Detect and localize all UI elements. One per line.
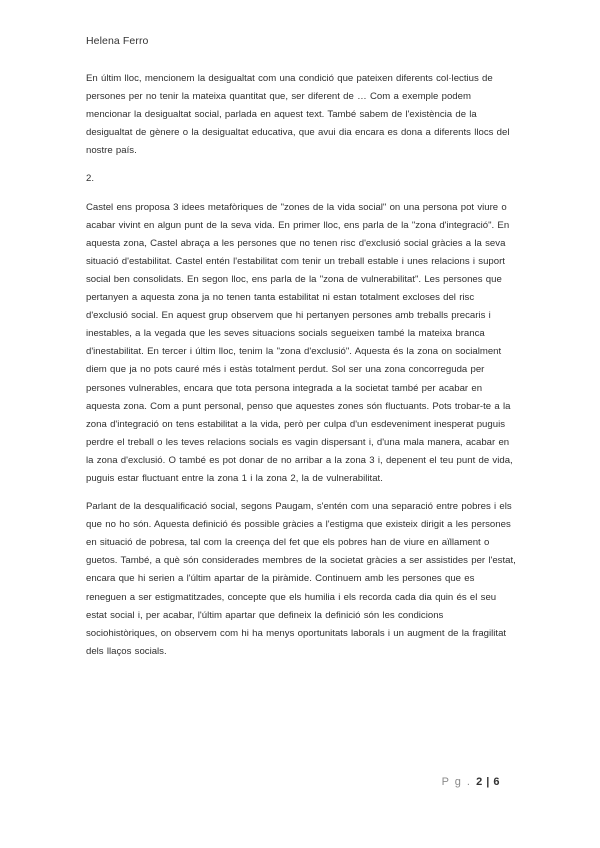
header-author: Helena Ferro xyxy=(86,35,149,47)
page-footer xyxy=(442,776,500,788)
page-label: P g . xyxy=(441,776,472,788)
paragraph-paugam: Parlant de la desqualificació social, segons Paugam, s'entén com una separació entre pobres i els que no ho són. Aquesta definició és possible gràcies a l'estigma que existeix dirigit a les persones en situació de pobresa, tal com la creença del fet que els pobres han de viure en aïllament o guetos. També, a què són considerades membres de la societat gràcies a ser assistides per l'estat, encara que hi serien a l'últim apartar de la piràmide. Continuem amb les persones que es reneguen a ser estigmatitzades, concepte que els humilia i els recorda cada dia quin és el seu estat social i, per acabar, l'últim apartar que defineix la definició són les condicions sociohistòriques, on observem com hi ha menys oportunitats laborals i un augment de la fragilitat dels llaços socials. xyxy=(86,501,516,657)
paragraph-conclusion: En últim lloc, mencionem la desigualtat com una condició que pateixen diferents col·lectius de persones per no tenir la mateixa quantitat que, ser diferent de … Com a exemple podem mencionar la desigualtat social, parlada en aquest text. També sabem de l'existència de la desigualtat de gènere o la desigualtat educativa, que avui dia encara es dona a diferents llocs del nostre país. xyxy=(86,73,510,157)
page-number: 2 | 6 xyxy=(476,776,500,788)
paragraph-castel-zones: Castel ens proposa 3 idees metafòriques de "zones de la vida social" on una persona pot viure o acabar vivint en algun punt de la seva vida. En primer lloc, ens parla de la "zona d'integració". En aquesta zona, Castel abraça a les persones que no tenen risc d'exclusió social gràcies a la seva situació d'estabilitat. Castel entén l'estabilitat com tenir un treball estable i unes relacions i suport social ben consolidats. En segon lloc, ens parla de la "zona de vulnerabilitat". Les persones que pertanyen a aquesta zona ja no tenen tanta estabilitat ni estan totalment excloses del risc d'exclusió social. En aquest grup observem que hi pertanyen persones amb treballs precaris i inestables, a la vegada que les seves situacions socials segueixen també la mateixa branca d'inestabilitat. En tercer i últim lloc, tenim la "zona d'exclusió". Aquesta és la zona on socialment diem que ja no pots cauré més i estàs totalment perdut. Sol ser una zona concorreguda per persones vulnerables, encara que tota persona integrada a la societat també per acabar en aquesta zona. Com a punt personal, penso que aquestes zones són fluctuants. Pots trobar-te a la zona d'integració on tens estabilitat a la vida, però per culpa d'un esdeveniment inesperat puguis perdre el treball o les teves relacions socials es vagin dispersant i, d'una mala manera, acabar en la zona d'exclusió. O també es pot donar de no arribar a la zona 3 i, depenent el teu punt de vida, puguis estar fluctuant entre la zona 1 i la zona 2, la de vulnerabilitat. xyxy=(86,201,513,484)
section-number: 2. xyxy=(86,173,95,185)
document-body xyxy=(86,70,518,671)
